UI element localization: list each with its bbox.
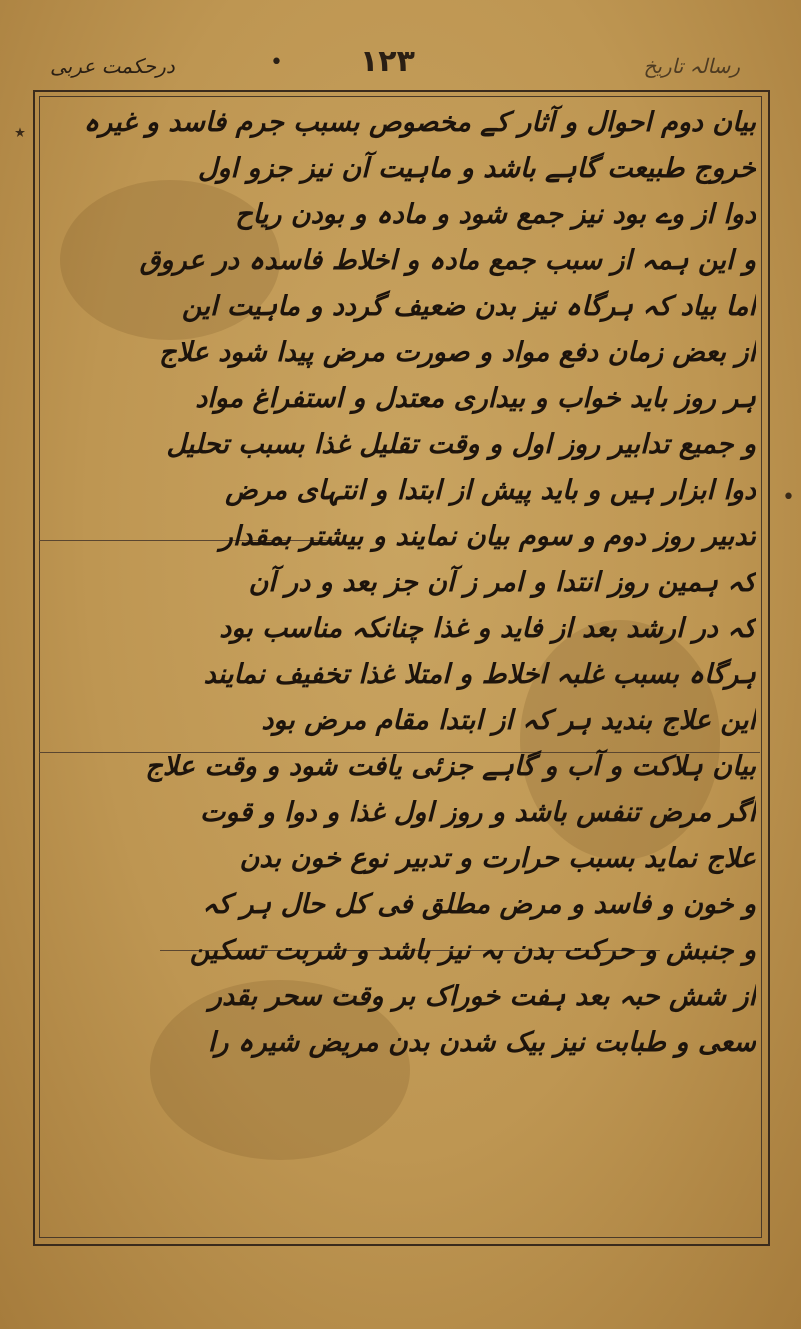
- text-line: دوا از وے بود نیز جمع شود و مادہ و بودن ریاح: [235, 199, 756, 230]
- header-title: رسالہ تاریخ: [643, 54, 740, 78]
- manuscript-text-block: [44, 100, 756, 1066]
- text-line: و خون و فاسد و مرض مطلق فی کل حال ہر کہ: [202, 889, 756, 920]
- text-line: ہرگاہ بسبب غلبہ اخلاط و امتلا غذا تخفیف نمایند: [203, 659, 756, 690]
- text-line: و جمیع تدابیر روز اول و وقت تقلیل غذا بسبب تحلیل: [166, 429, 756, 460]
- text-line: اگر مرض تنفس باشد و روز اول غذا و دوا و قوت: [200, 797, 756, 828]
- text-line: از شش حبہ بعد ہفت خوراک بر وقت سحر بقدر: [208, 981, 756, 1012]
- header-dot: •: [270, 50, 283, 75]
- text-line: دوا ابزار ہیں و باید پیش از ابتدا و انتہای مرض: [225, 475, 756, 506]
- text-line: کہ ہمین روز انتدا و امر ز آن جز بعد و در آن: [248, 567, 756, 598]
- text-line: بیان ہلاکت و آب و گاہے جزئی یافت شود و وقت علاج: [145, 751, 756, 782]
- page-number: ۱۲۳: [360, 44, 415, 79]
- page-header: [30, 44, 770, 84]
- text-line: خروج طبیعت گاہے باشد و ماہیت آن نیز جزو اول: [197, 153, 756, 184]
- text-line: علاج نماید بسبب حرارت و تدبیر نوع خون بدن: [239, 843, 756, 874]
- text-line: این علاج بندید ہر کہ از ابتدا مقام مرض بود: [261, 705, 756, 736]
- text-line: و این ہمہ از سبب جمع مادہ و اخلاط فاسدہ در عروق: [139, 245, 756, 276]
- margin-star: ٭: [14, 120, 26, 145]
- header-catchword: درحکمت عربی: [50, 54, 175, 78]
- text-line: سعی و طبابت نیز بیک شدن بدن مریض شیرہ را: [207, 1027, 756, 1058]
- text-line: بیان دوم احوال و آثار کے مخصوص بسبب جرم فاسد و غیرہ: [83, 107, 756, 138]
- text-line: و جنبش و حرکت بدن بہ نیز باشد و شربت تسکین: [189, 935, 756, 966]
- text-line: اما بیاد کہ ہرگاہ نیز بدن ضعیف گردد و ماہیت این: [181, 291, 756, 322]
- text-line: کہ در ارشد بعد از فاید و غذا چنانکہ مناسب بود: [219, 613, 756, 644]
- text-line: از بعض زمان دفع مواد و صورت مرض پیدا شود علاج: [159, 337, 756, 368]
- text-line: تدبیر روز دوم و سوم بیان نمایند و بیشتر بمقدار: [219, 521, 756, 552]
- text-line: ہر روز باید خواب و بیداری معتدل و استفراغ مواد: [195, 383, 756, 414]
- margin-dot: •: [782, 485, 795, 510]
